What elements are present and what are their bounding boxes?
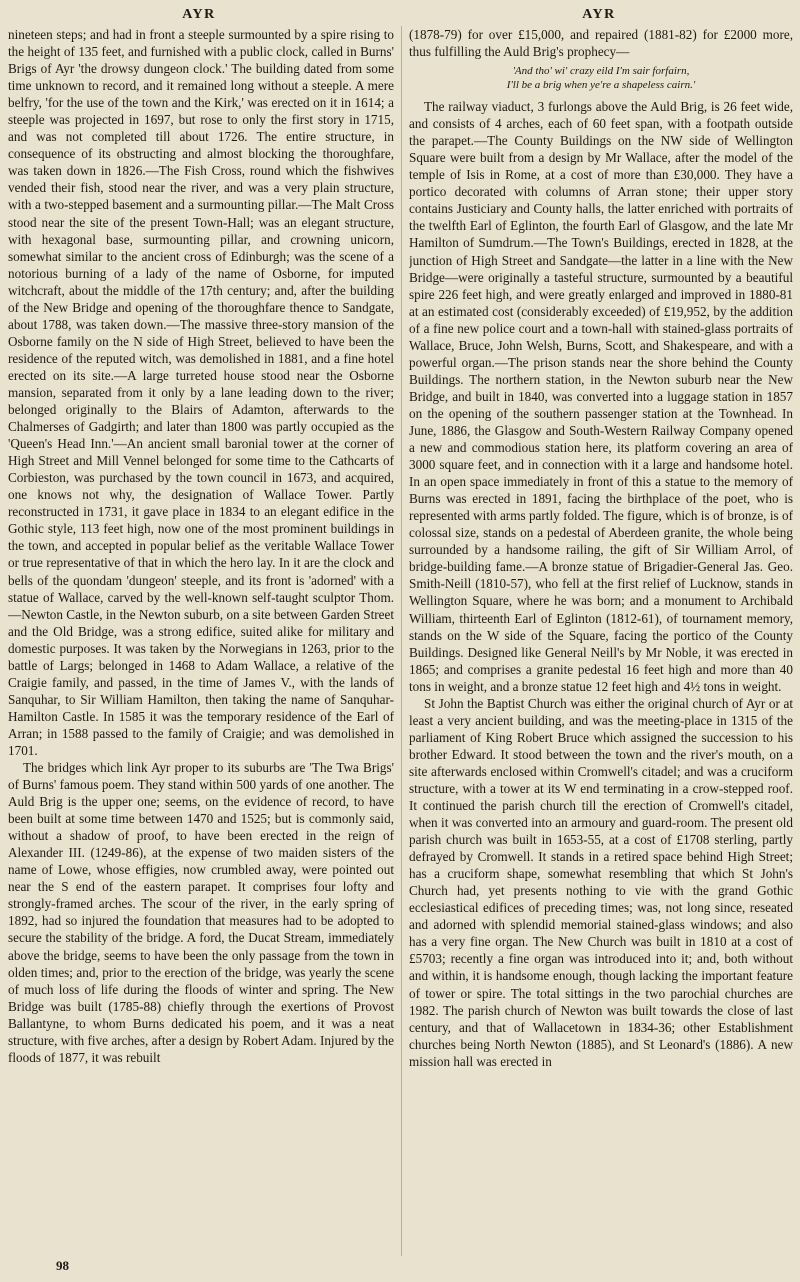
- running-header-right: AYR: [582, 7, 616, 22]
- right-intro-paragraph: (1878-79) for over £15,000, and repaired (1881-82) for £2000 more, thus fulfilling the Auld Brig's prophecy—: [409, 27, 793, 60]
- verse-line-2: I'll be a brig when ye're a shapeless cairn.': [506, 79, 696, 92]
- running-header-left: AYR: [182, 7, 216, 22]
- right-paragraph-2: St John the Baptist Church was either the original church of Ayr or at least a very ancient building, and was the meeting-place in 1315 of the parliament of King Robert Bruce which assigned the succession to his brother Edward. It stood between the town and the river's mouth, on a site afterwards enclosed within Cromwell's citadel; and was a cruciform structure, with a tower at its W end terminating in a crow-stepped roof. It continued the parish church till the erection of Cromwell's citadel, when it was converted into an armoury and guard-room. The present old parish church was built in 1653-55, at a cost of £1708 sterling, partly defrayed by Cromwell. It stands in a retired space behind High Street; has a cruciform shape, somewhat resembling that which St John's Church had, yet presents nothing to vie with the grand Gothic ecclesiastical edifices of preceding times; was, not long since, reseated and adorned with splendid memorial stained-glass windows; and also has a very fine organ. The New Church was built in 1810 at a cost of £5703; recently a fine organ was introduced into it; and, both without and within, it is handsome enough, though lacking the important feature of tower or spire. The total sittings in the two parochial churches are 1982. The parish church of Newton was built towards the close of last century, and that of Wallacetown in 1834-36; other Establishment churches being North Newton (1885), and St Leonard's (1886). A new mission hall was erected in: [409, 695, 793, 1069]
- page-number: 98: [56, 1258, 69, 1273]
- verse-quote: [409, 64, 793, 92]
- left-paragraph-1: nineteen steps; and had in front a steeple surmounted by a spire rising to the height of 135 feet, and furnished with a public clock, called in Burns' Brigs of Ayr 'the drowsy dungeon clock.' The building dated from some time unknown to record, and it remained long without a steeple. A mere belfry, 'for the use of the town and the Kirk,' was erected on it in 1614; a steeple was projected in 1697, but rose to only the first story in 1715, and was not completed till about 1726. The entire structure, in consequence of its obstructing and almost blocking the thoroughfare, was taken down in 1826.—The Fish Cross, round which the fishwives vended their fish, stood near the river, and was a very plain structure, with a two-stepped basement and a surmounting pillar.—The Malt Cross stood near the site of the present Town-Hall; was an elegant structure, with hexagonal base, surmounting pillar, and crowning unicorn, somewhat similar to the ancient cross of Edinburgh; was the scene of a notorious burning of a lady of the name of Osborne, for imputed witchcraft, about the middle of the 17th century; and, after the building of the New Bridge and opening of the thoroughfare thence to Sandgate, about 1788, was taken down.—The massive three-story mansion of the Osborne family on the N side of High Street, believed to have been the residence of the reputed witch, was demolished in 1881, and a fine hotel erected on its site.—A large turreted house stood near the Osborne mansion, separated from it only by a lane leading down to the river; belonged originally to the Blairs of Adamton, afterwards to the Chalmerses of Gadgirth; and later than 1800 was partly occupied as the 'Queen's Head Inn.'—An ancient small baronial tower at the corner of High Street and Mill Vennel belonged for some time to the Cathcarts of Corbieston, was purchased by the town council in 1673, and acquired, one knows not why, the designation of Wallace Tower. Partly reconstructed in 1731, it gave place in 1834 to an elegant edifice in the Gothic style, 113 feet high, now one of the most prominent buildings in the town, and accepted in popular belief as the veritable Wallace Tower or true representative of that in which the hero lay. In it are the clock and bells of the quondam 'dungeon' steeple, and its front is 'adorned' with a statue of Wallace, carved by the well-known self-taught sculptor Thom.—Newton Castle, in the Newton suburb, on a site between Garden Street and the Old Bridge, was a strong edifice, suited alike for military and domestic purposes. It was taken by the Norwegians in 1263, prior to the battle of Largs; belonged in 1468 to Adam Wallace, a relative of the Craigie family, and passed, in the time of James V., with the lands of Sanquhar, to Sir William Hamilton, then taking the name of Sanquhar-Hamilton Castle. In 1585 it was the temporary residence of the Earl of Arran; in 1588 passed to the family of Craigie; and was demolished in 1701.: [8, 27, 394, 758]
- column-divider: [401, 26, 402, 1256]
- left-column: [8, 26, 394, 1258]
- left-paragraph-2: The bridges which link Ayr proper to its suburbs are 'The Twa Brigs' of Burns' famous poem. They stand within 500 yards of one another. The Auld Brig is the upper one; seems, on the evidence of record, to have been built at some time between 1470 and 1525; but is commonly said, without a shadow of proof, to have been erected in the reign of Alexander III. (1249-86), at the expense of two maiden sisters of the name of Lowe, whose effigies, now crumbled away, were pointed out near the S end of the eastern parapet. It comprises four lofty and strongly-framed arches. The scour of the river, in the early spring of 1892, had so injured the foundation that measures had to be adopted to secure the stability of the bridge. A ford, the Ducat Stream, immediately above the bridge, seems to have been the only passage from the town in olden times; and, prior to the erection of the bridge, was yearly the scene of much loss of life during the floods of winter and spring. The New Bridge was built (1785-88) chiefly through the exertions of Provost Ballantyne, to whom Burns dedicated his poem, and it was a neat structure, with five arches, after a design by Robert Adam. Injured by the floods of 1877, it was rebuilt: [8, 760, 394, 1065]
- right-column: [409, 26, 793, 1266]
- right-paragraph-1: The railway viaduct, 3 furlongs above the Auld Brig, is 26 feet wide, and consists of 4 arches, each of 60 feet span, with a footpath outside the parapet.—The County Buildings on the NW side of Wellington Square were built from a design by Mr Wallace, after the model of the temple of Isis in Rome, at a cost of more than £30,000. They have a portico decorated with columns of Arran stone; their upper story contains Justiciary and County halls, the latter enriched with portraits of the twelfth Earl of Eglinton, the fourth Earl of Glasgow, and the late Mr Hamilton of Sumdrum.—The Town's Buildings, erected in 1828, at the junction of High Street and Sandgate—the latter in a line with the New Bridge—were originally a tasteful structure, surmounted by a beautiful spire 226 feet high, and were greatly enlarged and improved in 1880-81 at an estimated cost (considerably exceeded) of £19,952, by the addition of a fine new police court and a town-hall with stained-glass portraits of Wallace, Bruce, John Welsh, Burns, Scott, and Shakespeare, and with a powerful organ.—The prison stands near the shore behind the County Buildings. The northern station, in the Newton suburb near the New Bridge, and built in 1840, was converted into a luggage station in 1857 on the opening of the southern passenger station at the Townhead. In June, 1886, the Glasgow and South-Western Railway Company opened a new and commodious station here, its platform covering an area of 3000 square feet, and in connection with it a large and handsome hotel. In an open space immediately in front of this a statue to the memory of Burns was erected in 1891, facing the birthplace of the poet, who is represented with arms partly folded. The figure, which is of bronze, is of colossal size, stands on a pedestal of Aberdeen granite, the whole being surrounded by a handsome railing, the gift of Sir William Arrol, of bridge-building fame.—A bronze statue of Brigadier-General Jas. Geo. Smith-Neill (1810-57), who fell at the first relief of Lucknow, stands in Wellington Square, where he was born; and a monument to Archibald William, thirteenth Earl of Eglinton (1812-61), of tournament memory, stands on the W side of the Square, facing the portico of the County Buildings. Designed like General Neill's by Mr Noble, it was erected in 1865; and comprises a granite pedestal 16 feet high and more than 40 tons in weight, and a bronze statue 12 feet high and 4½ tons in weight.: [409, 99, 793, 694]
- verse-line-1: 'And tho' wi' crazy eild I'm sair forfairn,: [512, 65, 690, 78]
